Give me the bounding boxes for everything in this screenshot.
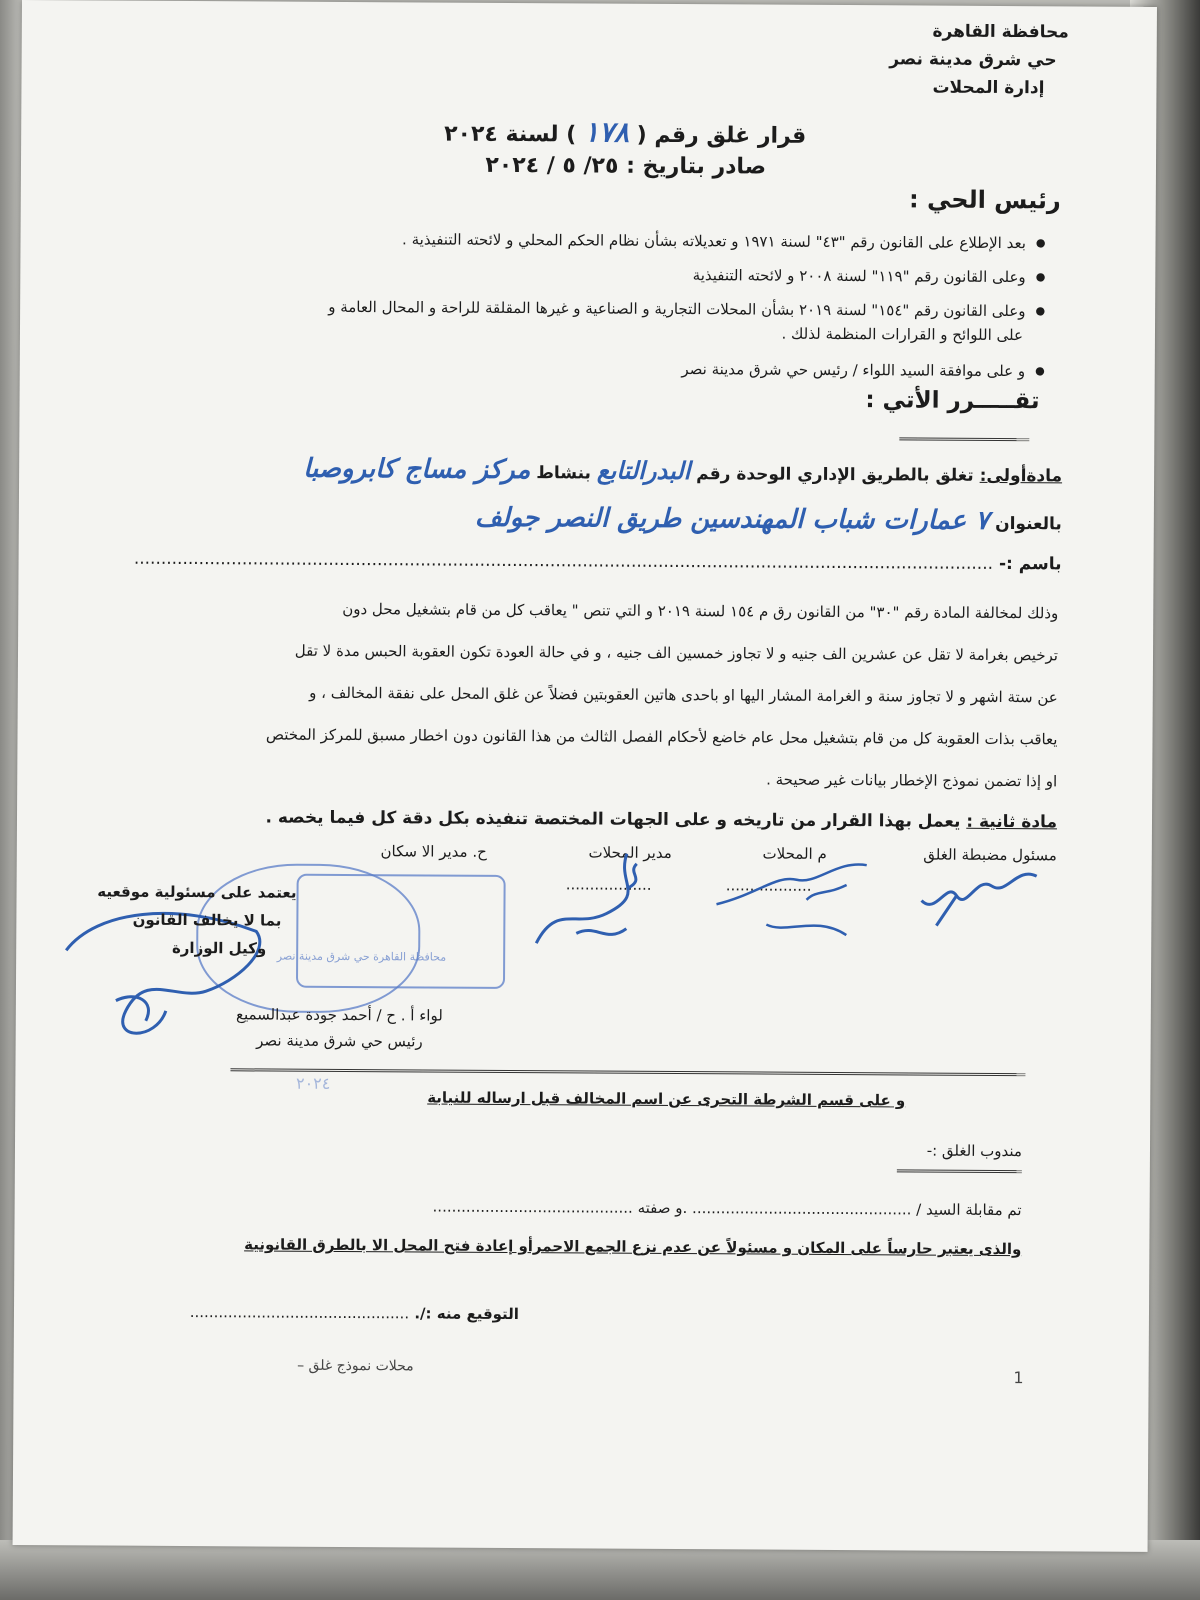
form-name: محلات نموذج غلق –	[297, 1357, 414, 1375]
preamble-item-2: ● وعلى القانون رقم "١١٩" لسنة ٢٠٠٨ و لائحته التنفيذية	[693, 266, 1046, 286]
capacity-dots: ..........................................	[432, 1197, 633, 1217]
article1-line	[303, 454, 1062, 489]
delegate-signature-dots: ..............................................	[189, 1303, 410, 1323]
decision-title-suffix: ) لسنة ٢٠٢٤	[444, 121, 577, 148]
chief-title: رئيس حي شرق مدينة نصر	[256, 1031, 423, 1051]
signature-shops-manager	[516, 843, 687, 964]
article1-activity-label: بنشاط	[536, 463, 592, 484]
section-divider	[230, 1068, 1025, 1076]
decides-heading: تقـــــرر الأتي :	[865, 387, 1040, 415]
reason-line-2: ترخيص بغرامة لا تقل عن عشرين الف جنيه و لا تجاوز خمسين الف جنيه ، و في حالة العودة تكون العقوبة الحبس مدة لا تقل	[294, 641, 1059, 665]
preamble-item-3-cont: على اللوائح و القرارات المنظمة لذلك .	[781, 324, 1024, 345]
decision-title	[444, 115, 806, 150]
housing-manager-title: ح. مدير الا سكان	[380, 842, 487, 861]
issue-date-line	[485, 153, 766, 180]
delegate-underline	[897, 1169, 1022, 1173]
page-number: 1	[1013, 1368, 1024, 1388]
capacity-label: .و صفته	[637, 1198, 688, 1218]
delegate-signature-line	[190, 1303, 519, 1323]
preamble-item-1: ● بعد الإطلاع على القانون رقم "٤٣" لسنة ١٩٧١ و تعديلاته بشأن نظام الحكم المحلي و لائحته التنفيذية .	[402, 230, 1046, 252]
police-note: و على قسم الشرطة التحرى عن اسم المخالف قبل ارساله للنيابة	[427, 1088, 906, 1110]
approval-line-2: بما لا يخالف القانون	[132, 910, 282, 930]
preamble-item-4: ● و على موافقة السيد اللواء / رئيس حي شرق مدينة نصر	[681, 360, 1044, 380]
document-page	[13, 0, 1157, 1552]
name-dots: ...............................................................................................................................................................	[133, 548, 994, 574]
closure-delegate-label: مندوب الغلق :-	[926, 1141, 1023, 1161]
shops-manager-title: مدير المحلات	[588, 843, 672, 862]
approval-line-3: وكيل الوزارة	[171, 938, 267, 958]
chief-name: لواء أ . ح / أحمد جودة عبدالسميع	[235, 1005, 443, 1025]
article2-text: يعمل بهذا القرار من تاريخه و على الجهات المختصة تنفيذه بكل دقة كل فيما يخصه .	[265, 807, 961, 832]
article2-line	[265, 808, 1057, 833]
address-label: بالعنوان	[995, 513, 1062, 535]
reason-line-5: او إذا تضمن نموذج الإخطار بيانات غير صحيحة .	[766, 770, 1058, 791]
article1-address-line	[475, 503, 1062, 537]
reason-line-1: وذلك لمخالفة المادة رقم "٣٠" من القانون رق م ١٥٤ لسنة ٢٠١٩ و التي تنص " يعاقب كل من قام بتشغيل محل دون	[342, 599, 1059, 623]
signature-closure-officer	[896, 855, 1046, 936]
signature-shops-head	[696, 844, 877, 965]
address-value: ٧ عمارات شباب المهندسين طريق النصر جولف	[474, 502, 990, 536]
approval-line-1: يعتمد على مسئولية موقعيه	[97, 882, 297, 902]
decision-number: ١٧٨	[583, 115, 630, 149]
meeting-label: تم مقابلة السيد /	[916, 1200, 1022, 1220]
decides-underline	[899, 437, 1029, 441]
article2-label: مادة ثانية :	[966, 811, 1058, 833]
governorate-name: محافظة القاهرة	[932, 21, 1069, 43]
name-label: باسم :-	[998, 553, 1062, 575]
article1-unit: البدرالتابع	[596, 455, 691, 486]
article1-label: مادةأولى:	[979, 465, 1063, 487]
closure-officer-title: مسئول مضبطة الغلق	[923, 845, 1057, 865]
shops-head-title: م المحلات	[762, 844, 827, 863]
reason-line-3: عن ستة اشهر و لا تجاوز سنة و الغرامة المشار اليها او باحدى هاتين العقوبتين فضلاً عن غلق المحل على نفقة المخالف ، و	[309, 683, 1058, 707]
meeting-dots: ..............................................	[692, 1199, 912, 1219]
article1-activity: مركز مساج كابروصبا	[303, 453, 531, 486]
reason-line-4: يعاقب بذات العقوبة كل من قام بتشغيل محل عام خاضع لأحكام الفصل الثالث من هذا القانون دون اخطار مسبق للمركز المختص	[265, 725, 1058, 749]
stamp-text: محافظة القاهرة حي شرق مدينة نصر	[276, 949, 447, 964]
department-name: إدارة المحلات	[932, 77, 1045, 99]
seal-date: ٢٠٢٤	[295, 1073, 331, 1093]
preamble-item-3: ● وعلى القانون رقم "١٥٤" لسنة ٢٠١٩ بشأن المحلات التجارية و الصناعية و غيرها المقلقة للراحة و المحال العامة و	[328, 298, 1045, 320]
approval-stamp-frame	[296, 874, 506, 989]
delegate-signature-label: التوقيع منه :/.	[414, 1304, 520, 1324]
decision-title-prefix: قرار غلق رقم (	[636, 122, 807, 149]
shops-manager-dots: ..................	[565, 875, 652, 894]
article1-name-line	[134, 549, 1062, 575]
district-name: حي شرق مدينة نصر	[889, 49, 1057, 71]
guard-statement: والذى يعتبر حارساً على المكان و مسئولاً عن عدم نزع الجمع الاحمرأو إعادة فتح المحل الا بالطرق القانونية	[244, 1235, 1022, 1259]
meeting-line	[433, 1198, 1022, 1220]
issue-date: ٢٥/ ٥ / ٢٠٢٤	[485, 152, 619, 179]
shops-head-dots: ..................	[725, 876, 812, 895]
preamble-head: رئيس الحي :	[909, 185, 1061, 215]
article1-text: تغلق بالطريق الإداري الوحدة رقم	[696, 464, 974, 486]
issue-date-label: صادر بتاريخ :	[626, 153, 767, 180]
